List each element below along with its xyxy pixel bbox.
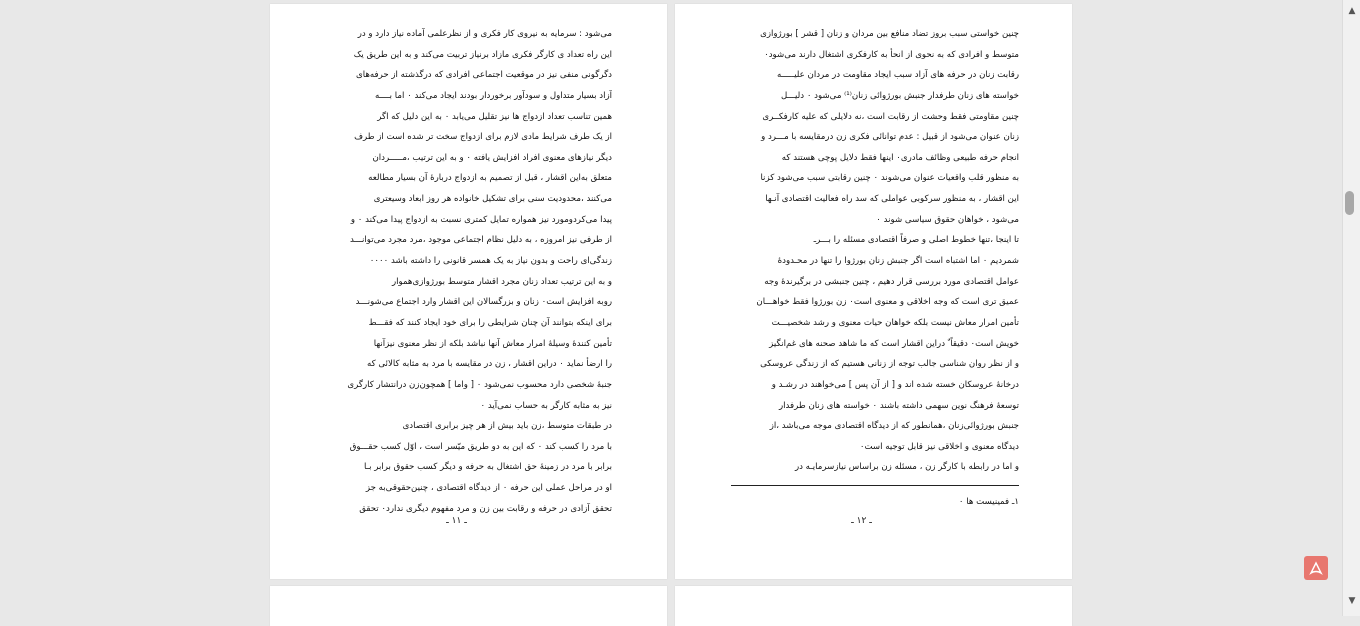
text-line: تأمین کننده‌ٔ وسیله‌ٔ امرار معاش آنها نباشد بلکه از نظر معنوی نیزآنها [373, 338, 612, 349]
text-line: پیدا می‌کرد‌‌‌ومورد نیز همواره تمایل کمتری نسبت به ازدواج پیدا می‌کند ٠ و [350, 214, 612, 225]
text-line: شمردیم ٠ اما اشتباه است اگر جنبش زنان بورژوا را تنها در محـدوده‌ٔ [777, 256, 1019, 267]
text-line: به منظور قلب واقعیات عنوان می‌شوند ٠ چنین رقابتی سبب می‌شود کزنا [760, 173, 1019, 184]
scroll-up-icon[interactable]: ▲ [1348, 6, 1356, 16]
text-line: در طبقات متوسط ،زن باید بیش از هر چیز برابری اقتصادی [402, 421, 612, 432]
text-line: زنان عنوان می‌شود از قبیل : عدم توانائی فکری زن درمقایسه با مـــرد و [761, 132, 1019, 143]
text-line: دگرگونی منفی نیز در موقعیت اجتماعی افرادی که درگذشته از حرفه‌های [355, 70, 612, 81]
text-line: از یک طرف شرایط مادی لازم برای ازدواج سخت تر شده است از طرف [354, 132, 612, 143]
page-body-text [731, 24, 1019, 478]
scroll-down-icon[interactable]: ▼ [1348, 596, 1356, 606]
page-number: ـ ١٢ ـ [851, 516, 872, 526]
footnote-divider [731, 485, 1019, 486]
text-line: برای اینکه بتوانند آن چنان شرایطی را برای خود ایجاد کنند که فقـــط [368, 317, 612, 328]
text-line: عوامل اقتصادی مورد بررسی قرار دهیم ، چنین جنبشی در بر‌گیرنده‌ٔ وجه [764, 276, 1019, 287]
text-line: تا اینجا ،تنها خطوط اصلی و صرفاً اقتصادی مسئله را بـــرـ [813, 235, 1019, 246]
page-body-text [324, 24, 612, 519]
footnote: ١ـ فمینیست ها ٠ [958, 497, 1019, 507]
text-line: دیدگاه معنوی و اخلاقی نیز قابل توجیه است٠ [859, 441, 1019, 452]
pdf-file-icon[interactable] [1304, 556, 1328, 580]
text-line: چنین خواستی سبب بروز تضاد منافع بین مردان و زنان [ قشر ] بورژوازی [760, 29, 1019, 39]
text-line: و از نظر روان شناسی جالب توجه از زنانی هستیم که از زندگی عروسکی [760, 359, 1019, 370]
text-line: نیز به مثابه کارگر به حساب نمی‌آید ٠ [480, 400, 612, 411]
text-line: رقابت زنان در حرفه های آزاد سبب ایجاد مقاومت در مردان علیـــــه [777, 70, 1019, 81]
next-page-left [270, 586, 667, 626]
text-line: خواسته های زنان طرفدار جنبش بورژوائی زنان⁽¹⁾ می‌شود ٠ دلیـــل [780, 90, 1019, 101]
text-line: چنین مقاومتی فقط وحشت از رقابت است ،نه دلایلی که علیه کارفکــری [762, 111, 1019, 122]
acrobat-symbol-icon [1308, 560, 1324, 576]
document-page-12 [675, 4, 1072, 579]
text-line: او در مراحل عملی این حرفه ٠ از دیدگاه اقتصادی ، چنین‌حقوقی‌به جز [365, 483, 612, 494]
text-line: می‌کنند ،محدودیت سنی برای تشکیل خانواده هر روز ابعاد وسیعتری [373, 194, 612, 205]
text-line: انجام حرفه طبیعی وظائف مادری٠ اینها فقط دلایل پوچی هستند که [781, 152, 1019, 163]
text-line: خویش است٠ دقیقاً ٌ دراین اقشار است که ما شاهد صحنه های غم‌انگیز [769, 338, 1019, 349]
scroll-thumb[interactable] [1345, 191, 1354, 215]
text-line: توسعه‌ٔ فرهنگ نوین سهمی داشته باشند ٠ خواسته های زنان طرفدار [778, 400, 1019, 411]
document-page-11 [270, 4, 667, 579]
text-line: جنبش بورژوائی‌زنان ،هما‌نطور که از دیدگاه اقتصادی موجه می‌باشد ،از [769, 421, 1019, 432]
text-line: متعلق به‌این اقشار ، قبل از تصمیم به ازدواج درباره‌ٔ آن بسیار مطالعه [368, 173, 612, 184]
text-line: تحقق آزادی در حرفه و رقابت بین زن و مرد مفهوم دیگری ندارد٠ تحقق [359, 503, 612, 514]
text-line: عمیق تری است که وجه اخلاقی و معنوی است٠ زن بورژوا فقط خواهـــان [756, 297, 1019, 308]
text-line: درخانه‌ٔ عروسکان خسته شده اند و [ از آن پس ] می‌خواهند در رشـد و [771, 379, 1019, 390]
text-line: و به این ترتیب تعداد زنان مجرد اقشار متوسط بورژوازی‌هموار [391, 276, 612, 287]
text-line: جنبه‌ٔ شخصی دارد محسوب نمی‌شود ٠ [ واما ] همچون‌زن درانتشار کارگری [347, 379, 612, 390]
text-line: از طرفی نیز امروزه ، به دلیل نظام اجتماعی موجود ،مرد مجرد می‌توانـــد [349, 235, 612, 246]
page-number: ـ ١١ ـ [446, 516, 467, 526]
text-line: همین تناسب تعداد ازدواج ها نیز تقلیل می‌یابد ٠ به این دلیل که اگر [377, 111, 612, 122]
text-line: با مرد را کسب کند ٠ که این به دو طریق میّسر است ، اوّل کسب حقـــوق [349, 441, 612, 452]
text-line: این اقشار ، به منظور سرکوبی عواملی که سد راه فعالیت اقتصادی آنـها [765, 194, 1019, 205]
text-line: را ارضا‌ٔ نماید ٠ دراین اقشار ، زن در مقایسه با مرد به مثابه کالائی که [366, 359, 612, 370]
text-line: این راه تعداد ی کارگر فکری مازاد برنیاز تربیت می‌کند و به این طریق یک [353, 49, 612, 60]
text-line: زندگی‌ای راحت و بدون نیاز به یک همسر قانونی را داشته باشد ٠٠٠٠ [369, 256, 612, 267]
next-page-right [675, 586, 1072, 626]
text-line: آزاد بسیار متداول و سودآور برخوردار بودند ایجاد می‌کند ٠ اما بــــه [374, 90, 612, 101]
text-line: دیگر نیازهای معنوی افراد افزایش یافته ٠ و به این ترتیب ،مـــــردان [372, 152, 612, 163]
text-line: می‌شود : سرمایه به نیروی کار فکری و از نظرعلمی آماده نیاز دارد و در [357, 29, 612, 39]
text-line: تأمین امرار معاش نیست بلکه خواهان حیات معنوی و رشد شخصیـــت [771, 317, 1019, 328]
text-line: متوسط و افرادی که به نحوی از انحا‌ٔ به کارفکری اشتغال دارند می‌شود٠ [764, 49, 1019, 60]
text-line: روبه افزایش است٠ زنان و بزرگسالان این اقشار وارد اجتماع می‌شونـــد [355, 297, 612, 308]
text-line: برابر با مرد در زمینه‌ٔ حق اشتغال به حرفه و دیگر کسب حقوق برابر بـا [363, 462, 612, 473]
text-line: و اما در رابطه با کارگر زن ، مسئله زن براساس نیازسرمایـه در [794, 462, 1019, 473]
text-line: می‌شود ، خواهان حقوق سیاسی شوند ٠ [876, 214, 1019, 225]
vertical-scrollbar[interactable] [1342, 0, 1360, 616]
